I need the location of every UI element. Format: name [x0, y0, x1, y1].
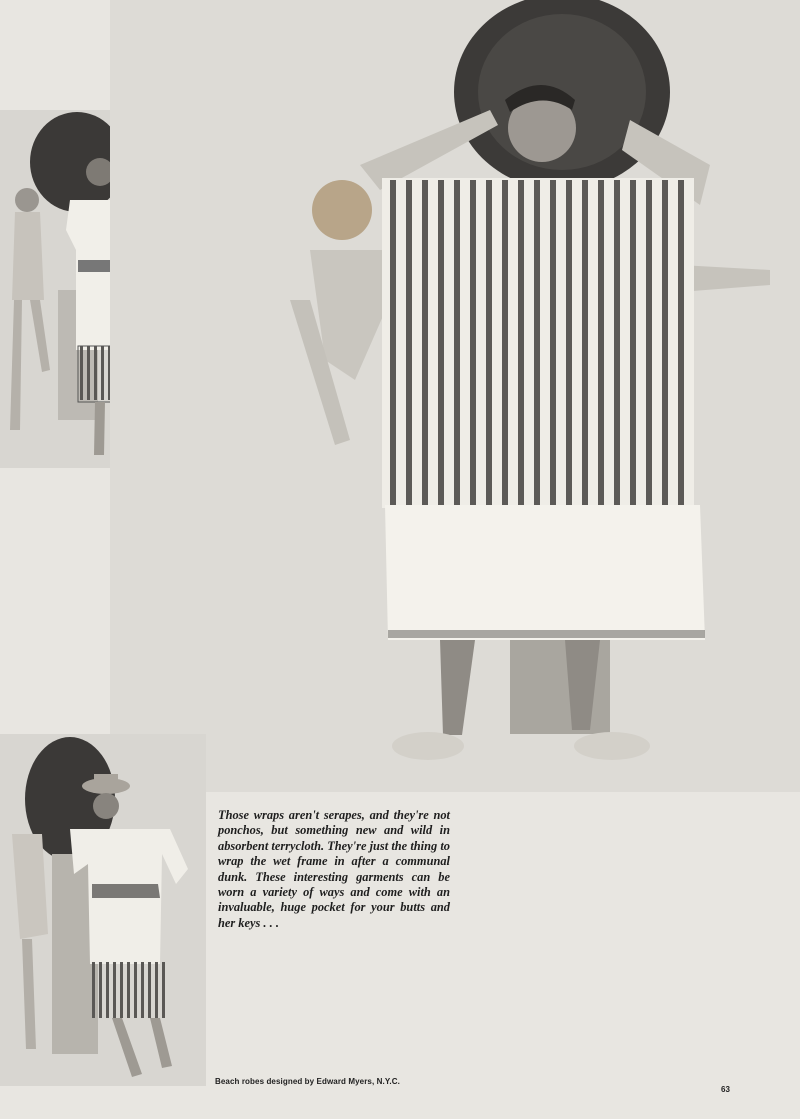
- photo-bottom-left: [0, 734, 206, 1086]
- page-number: 63: [721, 1085, 730, 1094]
- designer-credit: Beach robes designed by Edward Myers, N.Y.C.: [215, 1077, 400, 1086]
- photo-main: [110, 0, 800, 792]
- photo-caption: Those wraps aren't serapes, and they're not ponchos, but something new and wild in absorbent terrycloth. They're just the thing to wrap the wet frame in after a communal dunk. These interesting garments can be worn a variety of ways and come with an invaluable, huge pocket for your butts and her keys . . .: [218, 808, 450, 930]
